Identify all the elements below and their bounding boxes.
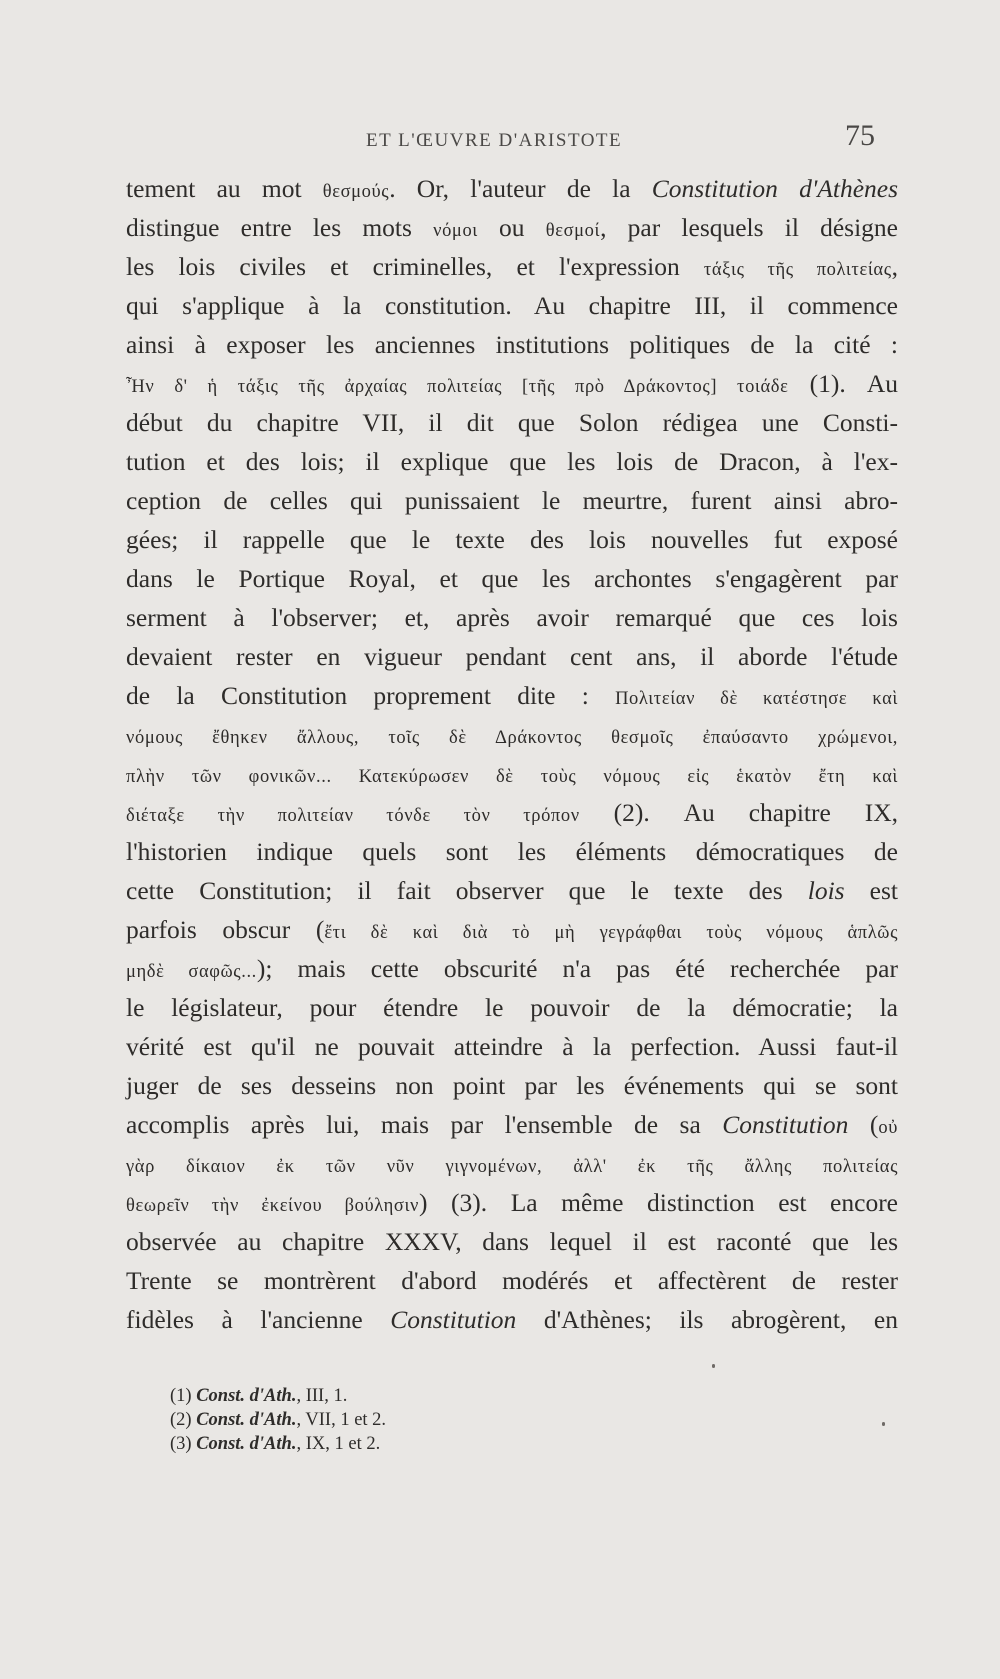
footnote: (2) Const. d'Ath., VII, 1 et 2. [170,1410,387,1430]
text-line: qui s'applique à la constitution. Au chapitre III, il commence [126,291,898,320]
text-line: Ἦν δ' ἡ τάξις τῆς ἀρχαίας πολιτείας [τῆς πρὸ Δράκοντος] τοιάδε (1). Au [126,369,898,398]
text-line: ception de celles qui punissaient le meurtre, furent ainsi abro- [126,486,898,515]
italic-title: Constitution d'Athènes [651,174,899,203]
greek-text: τάξις τῆς πολιτείας [703,260,892,280]
text-line [126,759,898,792]
greek-text: οὐ [878,1118,898,1138]
text-line: accomplis après lui, mais par l'ensemble de sa Constitution (οὐ [126,1110,898,1139]
greek-text: θεωρεῖν τὴν ἐκείνου βούλησιν [126,1196,420,1216]
paper-speck [882,1422,885,1426]
text-line: observée au chapitre XXXV, dans lequel il est raconté que les [126,1227,898,1256]
footnote: (1) Const. d'Ath., III, 1. [170,1386,348,1406]
text-line: le législateur, pour étendre le pouvoir de la démocratie; la [126,993,898,1022]
text-line: de la Constitution proprement dite : Πολιτείαν δὲ κατέστησε καὶ [126,681,898,710]
greek-text: θεσμοί [545,221,601,241]
text-line [126,720,898,753]
greek-text: πλὴν τῶν φονικῶν... Κατεκύρωσεν δὲ τοὺς νόμους εἰς ἑκατὸν ἔτη καὶ [126,767,898,787]
text-line: ainsi à exposer les anciennes institutions politiques de la cité : [126,330,898,359]
text-line: dans le Portique Royal, et que les archontes s'engagèrent par [126,564,898,593]
text-line: fidèles à l'ancienne Constitution d'Athènes; ils abrogèrent, en [126,1305,898,1334]
text-line: juger de ses desseins non point par les événements qui se sont [126,1071,898,1100]
greek-text: γὰρ δίκαιον ἐκ τῶν νῦν γιγνομένων, ἀλλ' ἐκ τῆς ἄλλης πολιτείας [126,1157,898,1177]
text-line: parfois obscur (ἔτι δὲ καὶ διὰ τὸ μὴ γεγράφθαι τοὺς νόμους ἁπλῶς [126,915,898,944]
text-line: Trente se montrèrent d'abord modérés et affectèrent de rester [126,1266,898,1295]
greek-text: θεσμούς [322,182,390,202]
greek-text: νόμοι [433,221,478,241]
greek-text: διέταξε τὴν πολιτείαν τόνδε τὸν τρόπον [126,806,580,826]
greek-text: Ἦν δ' ἡ τάξις τῆς ἀρχαίας πολιτείας [τῆς πρὸ Δράκοντος] τοιάδε [126,377,789,397]
text-line: cette Constitution; il fait observer que le texte des lois est [126,876,898,905]
running-head: ET L'ŒUVRE D'ARISTOTE [366,130,623,151]
text-line: serment à l'observer; et, après avoir remarqué que ces lois [126,603,898,632]
text-line: les lois civiles et criminelles, et l'expression τάξις τῆς πολιτείας, [126,252,898,281]
text-line: tement au mot θεσμούς. Or, l'auteur de la Constitution d'Athènes [126,174,899,203]
page-number: 75 [845,119,875,152]
text-line: vérité est qu'il ne pouvait atteindre à la perfection. Aussi faut-il [126,1032,898,1061]
greek-text: μηδὲ σαφῶς... [126,962,257,982]
italic-title: Constitution [722,1110,849,1139]
greek-text: νόμους ἔθηκεν ἄλλους, τοῖς δὲ Δράκοντος θεσμοῖς ἐπαύσαντο χρώμενοι, [126,728,898,748]
paper-speck [712,1364,715,1368]
text-line: l'historien indique quels sont les éléments démocratiques de [126,837,898,866]
footnote: (3) Const. d'Ath., IX, 1 et 2. [170,1434,381,1454]
text-line: devaient rester en vigueur pendant cent ans, il aborde l'étude [126,642,898,671]
text-line: début du chapitre VII, il dit que Solon rédigea une Consti- [126,408,898,437]
greek-text: ἔτι δὲ καὶ διὰ τὸ μὴ γεγράφθαι τοὺς νόμους ἁπλῶς [324,923,898,943]
text-line: tution et des lois; il explique que les lois de Dracon, à l'ex- [126,447,898,476]
text-line: distingue entre les mots νόμοι ou θεσμοί, par lesquels il désigne [126,213,898,242]
text-line: διέταξε τὴν πολιτείαν τόνδε τὸν τρόπον (2). Au chapitre IX, [126,798,898,827]
italic-title: Constitution [390,1305,517,1334]
text-line [126,1149,898,1182]
greek-text: Πολιτείαν δὲ κατέστησε καὶ [615,689,898,709]
text-line: μηδὲ σαφῶς...); mais cette obscurité n'a pas été recherchée par [126,954,898,983]
text-line: θεωρεῖν τὴν ἐκείνου βούλησιν) (3). La même distinction est encore [126,1188,898,1217]
text-line: gées; il rappelle que le texte des lois nouvelles fut exposé [126,525,898,554]
